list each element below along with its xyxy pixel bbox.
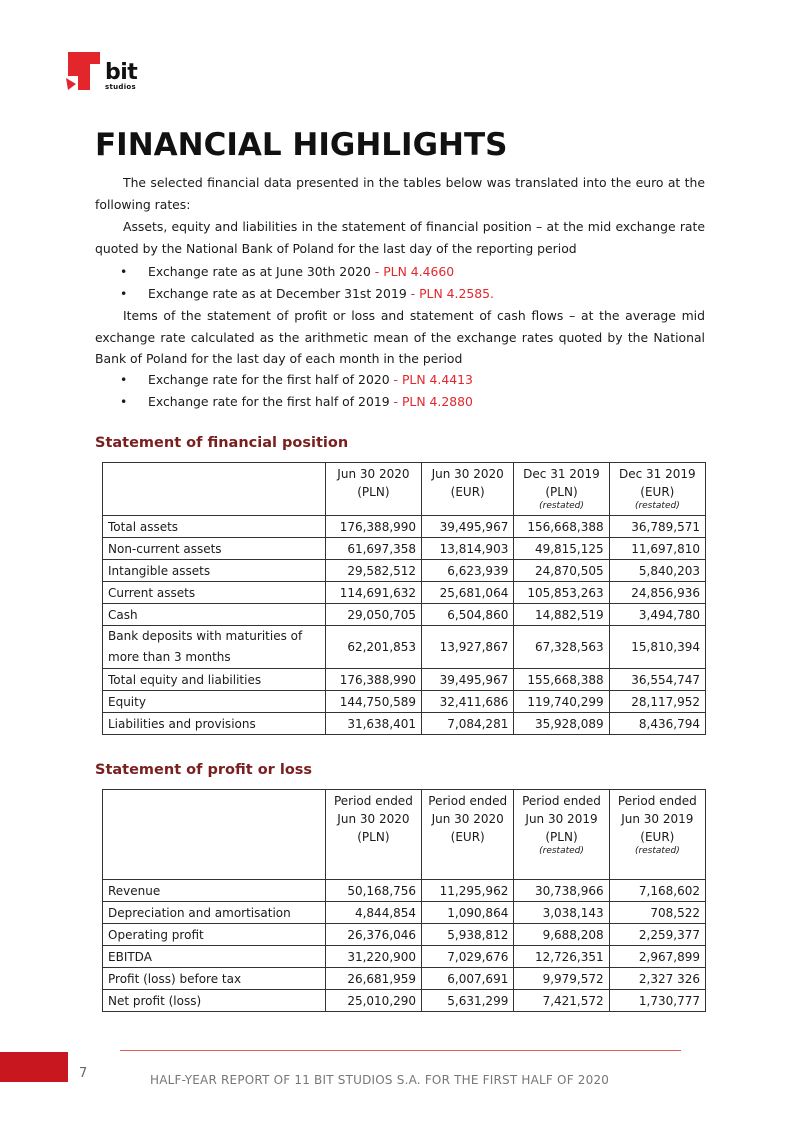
page-title: FINANCIAL HIGHLIGHTS <box>95 127 508 163</box>
table-cell: 6,007,691 <box>422 968 514 990</box>
table-cell: 29,050,705 <box>325 604 421 626</box>
table-row <box>103 582 706 604</box>
table-cell: 5,631,299 <box>422 990 514 1012</box>
average-rates-list <box>120 369 680 412</box>
table-cell: 6,623,939 <box>422 560 514 582</box>
table-cell: 39,495,967 <box>422 669 514 691</box>
table-cell: 1,730,777 <box>609 990 705 1012</box>
column-header: Jun 30 2020 (EUR) <box>422 463 514 516</box>
table-cell: 119,740,299 <box>514 691 609 713</box>
row-label: Operating profit <box>103 924 326 946</box>
table-row <box>103 516 706 538</box>
table-cell: 7,029,676 <box>422 946 514 968</box>
column-header: Period ended Jun 30 2019 (PLN) (restated) <box>514 790 609 880</box>
table-cell: 9,979,572 <box>514 968 609 990</box>
table-row <box>103 626 706 669</box>
row-label: Net profit (loss) <box>103 990 326 1012</box>
table-cell: 35,928,089 <box>514 713 609 735</box>
row-label: Bank deposits with maturities of more than 3 months <box>103 626 326 669</box>
table-cell: 6,504,860 <box>422 604 514 626</box>
list-item: • Exchange rate as at December 31st 2019 - PLN 4.2585. <box>120 283 680 305</box>
list-item: • Exchange rate for the first half of 2019 - PLN 4.2880 <box>120 391 680 413</box>
assets-paragraph: Assets, equity and liabilities in the statement of financial position – at the mid exchange rate quoted by the National Bank of Poland for the last day of the reporting period <box>95 219 705 256</box>
list-item: • Exchange rate for the first half of 2020 - PLN 4.4413 <box>120 369 680 391</box>
column-header: Jun 30 2020 (PLN) <box>325 463 421 516</box>
table-cell: 176,388,990 <box>325 669 421 691</box>
table-cell: 7,084,281 <box>422 713 514 735</box>
table-row <box>103 713 706 735</box>
table-cell: 5,938,812 <box>422 924 514 946</box>
table-cell: 7,421,572 <box>514 990 609 1012</box>
footer-accent-block <box>0 1052 68 1082</box>
table-row <box>103 924 706 946</box>
row-label: Revenue <box>103 880 326 902</box>
profit-loss-title: Statement of profit or loss <box>95 762 313 778</box>
table-cell: 4,844,854 <box>325 902 421 924</box>
table-cell: 25,010,290 <box>325 990 421 1012</box>
list-item: • Exchange rate as at June 30th 2020 - PLN 4.4660 <box>120 261 680 283</box>
table-cell: 24,870,505 <box>514 560 609 582</box>
table-cell: 15,810,394 <box>609 626 705 669</box>
table-cell: 155,668,388 <box>514 669 609 691</box>
table-row <box>103 604 706 626</box>
row-label: Intangible assets <box>103 560 326 582</box>
table-cell: 11,295,962 <box>422 880 514 902</box>
table-cell: 36,554,747 <box>609 669 705 691</box>
table-cell: 1,090,864 <box>422 902 514 924</box>
table-header-row <box>103 790 706 880</box>
table-cell: 3,494,780 <box>609 604 705 626</box>
footer-text: HALF-YEAR REPORT OF 11 BIT STUDIOS S.A. FOR THE FIRST HALF OF 2020 <box>150 1073 610 1087</box>
table-header-empty <box>103 790 326 880</box>
position-rates-list <box>120 261 680 304</box>
table-cell: 49,815,125 <box>514 538 609 560</box>
table-cell: 28,117,952 <box>609 691 705 713</box>
column-header: Dec 31 2019 (EUR) (restated) <box>609 463 705 516</box>
column-header: Period ended Jun 30 2020 (PLN) <box>325 790 421 880</box>
table-cell: 14,882,519 <box>514 604 609 626</box>
row-label: EBITDA <box>103 946 326 968</box>
table-cell: 30,738,966 <box>514 880 609 902</box>
table-row <box>103 880 706 902</box>
table-cell: 156,668,388 <box>514 516 609 538</box>
table-row <box>103 538 706 560</box>
table-cell: 7,168,602 <box>609 880 705 902</box>
table-row <box>103 560 706 582</box>
table-cell: 13,927,867 <box>422 626 514 669</box>
table-cell: 62,201,853 <box>325 626 421 669</box>
logo-wordmark: bit <box>105 60 138 85</box>
table-cell: 114,691,632 <box>325 582 421 604</box>
table-cell: 105,853,263 <box>514 582 609 604</box>
table-header-row <box>103 463 706 516</box>
table-cell: 32,411,686 <box>422 691 514 713</box>
table-cell: 176,388,990 <box>325 516 421 538</box>
table-cell: 25,681,064 <box>422 582 514 604</box>
footer-divider <box>120 1050 681 1051</box>
items-paragraph: Items of the statement of profit or loss and statement of cash flows – at the average mid exchange rate calculated as the arithmetic mean of the exchange rates quoted by the National Bank of Poland for the last day of each month in the period <box>95 308 705 366</box>
table-cell: 39,495,967 <box>422 516 514 538</box>
table-cell: 67,328,563 <box>514 626 609 669</box>
table-row <box>103 691 706 713</box>
table-cell: 5,840,203 <box>609 560 705 582</box>
intro-paragraph: The selected financial data presented in the tables below was translated into the euro at the following rates: <box>95 175 705 212</box>
table-cell: 8,436,794 <box>609 713 705 735</box>
row-label: Cash <box>103 604 326 626</box>
row-label: Liabilities and provisions <box>103 713 326 735</box>
table-cell: 2,967,899 <box>609 946 705 968</box>
table-row <box>103 990 706 1012</box>
table-cell: 26,681,959 <box>325 968 421 990</box>
table-cell: 26,376,046 <box>325 924 421 946</box>
row-label: Total equity and liabilities <box>103 669 326 691</box>
row-label: Current assets <box>103 582 326 604</box>
table-header-empty <box>103 463 326 516</box>
table-row <box>103 669 706 691</box>
financial-position-table <box>102 462 706 735</box>
table-cell: 9,688,208 <box>514 924 609 946</box>
page-number: 7 <box>79 1066 88 1081</box>
table-cell: 11,697,810 <box>609 538 705 560</box>
table-cell: 50,168,756 <box>325 880 421 902</box>
table-cell: 3,038,143 <box>514 902 609 924</box>
row-label: Depreciation and amortisation <box>103 902 326 924</box>
table-cell: 24,856,936 <box>609 582 705 604</box>
row-label: Total assets <box>103 516 326 538</box>
table-cell: 2,327 326 <box>609 968 705 990</box>
column-header: Period ended Jun 30 2020 (EUR) <box>422 790 514 880</box>
logo-subtext: studios <box>105 83 136 91</box>
table-row <box>103 968 706 990</box>
row-label: Non-current assets <box>103 538 326 560</box>
table-cell: 61,697,358 <box>325 538 421 560</box>
column-header: Dec 31 2019 (PLN) (restated) <box>514 463 609 516</box>
table-row <box>103 946 706 968</box>
table-cell: 144,750,589 <box>325 691 421 713</box>
table-cell: 29,582,512 <box>325 560 421 582</box>
table-cell: 31,220,900 <box>325 946 421 968</box>
table-row <box>103 902 706 924</box>
financial-position-title: Statement of financial position <box>95 435 349 451</box>
profit-loss-table <box>102 789 706 1012</box>
table-cell: 12,726,351 <box>514 946 609 968</box>
table-cell: 36,789,571 <box>609 516 705 538</box>
row-label: Profit (loss) before tax <box>103 968 326 990</box>
table-cell: 2,259,377 <box>609 924 705 946</box>
table-cell: 708,522 <box>609 902 705 924</box>
row-label: Equity <box>103 691 326 713</box>
table-cell: 13,814,903 <box>422 538 514 560</box>
table-cell: 31,638,401 <box>325 713 421 735</box>
column-header: Period ended Jun 30 2019 (EUR) (restated) <box>609 790 705 880</box>
